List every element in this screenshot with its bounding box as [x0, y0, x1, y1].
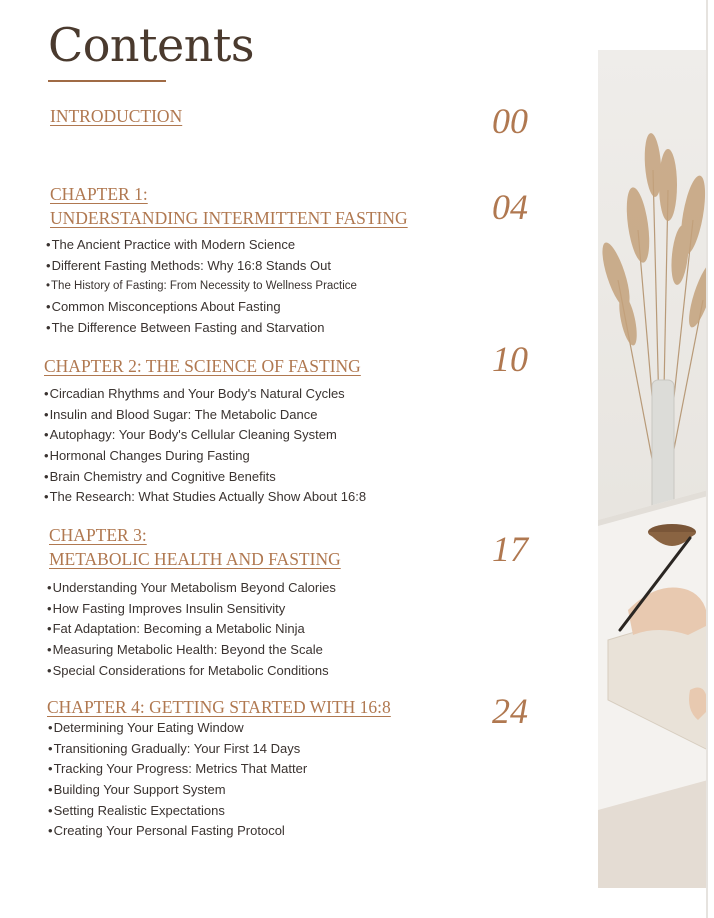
toc-item[interactable]: • Tracking Your Progress: Metrics That Matter — [48, 759, 307, 780]
toc-item[interactable]: • The Ancient Practice with Modern Science — [46, 235, 357, 256]
toc-item[interactable]: • Building Your Support System — [48, 780, 307, 801]
toc-item[interactable]: • Measuring Metabolic Health: Beyond the Scale — [47, 640, 336, 661]
toc-item[interactable]: • Autophagy: Your Body's Cellular Cleaning System — [44, 425, 366, 446]
heading-line: INTRODUCTION — [50, 106, 183, 126]
heading-line: METABOLIC HEALTH AND FASTING — [49, 549, 341, 569]
toc-item[interactable]: • Determining Your Eating Window — [48, 718, 307, 739]
page-number-introduction: 00 — [492, 101, 528, 141]
toc-item[interactable]: • Creating Your Personal Fasting Protocol — [48, 821, 307, 842]
heading-line: CHAPTER 2: THE SCIENCE OF FASTING — [44, 356, 361, 376]
toc-heading-introduction[interactable] — [50, 104, 182, 128]
toc-heading-chapter-1[interactable] — [50, 182, 408, 230]
toc-heading-chapter-4[interactable] — [47, 695, 391, 719]
pampas-desk-illustration — [598, 50, 708, 888]
title-underline — [48, 80, 166, 82]
page-edge — [706, 0, 708, 918]
heading-line: CHAPTER 3: — [49, 525, 147, 545]
toc-item[interactable]: • Setting Realistic Expectations — [48, 801, 307, 822]
toc-item[interactable]: • The History of Fasting: From Necessity to Wellness Practice — [46, 276, 357, 297]
chapter-4-items — [48, 718, 307, 842]
toc-item[interactable]: • How Fasting Improves Insulin Sensitivity — [47, 599, 336, 620]
toc-item[interactable]: • Understanding Your Metabolism Beyond Calories — [47, 578, 336, 599]
heading-line: UNDERSTANDING INTERMITTENT FASTING — [50, 208, 408, 228]
toc-item[interactable]: • The Research: What Studies Actually Show About 16:8 — [44, 487, 366, 508]
decorative-photo — [598, 50, 708, 888]
toc-item[interactable]: • Insulin and Blood Sugar: The Metabolic Dance — [44, 405, 366, 426]
toc-item[interactable]: • Circadian Rhythms and Your Body's Natural Cycles — [44, 384, 366, 405]
toc-item[interactable]: • Hormonal Changes During Fasting — [44, 446, 366, 467]
page-number-chapter-4: 24 — [492, 691, 528, 731]
toc-item[interactable]: • Different Fasting Methods: Why 16:8 Stands Out — [46, 256, 357, 277]
chapter-1-items — [46, 235, 357, 338]
page-title: Contents — [48, 18, 254, 72]
toc-item[interactable]: • Brain Chemistry and Cognitive Benefits — [44, 467, 366, 488]
chapter-3-items — [47, 578, 336, 681]
toc-item[interactable]: • The Difference Between Fasting and Starvation — [46, 318, 357, 339]
page-number-chapter-1: 04 — [492, 187, 528, 227]
toc-heading-chapter-2[interactable] — [44, 354, 361, 378]
chapter-2-items — [44, 384, 366, 508]
heading-line: CHAPTER 1: — [50, 184, 148, 204]
heading-line: CHAPTER 4: GETTING STARTED WITH 16:8 — [47, 697, 391, 717]
toc-item[interactable]: • Transitioning Gradually: Your First 14 Days — [48, 739, 307, 760]
page-number-chapter-2: 10 — [492, 339, 528, 379]
toc-heading-chapter-3[interactable] — [49, 523, 341, 571]
toc-item[interactable]: • Fat Adaptation: Becoming a Metabolic Ninja — [47, 619, 336, 640]
toc-item[interactable]: • Special Considerations for Metabolic Conditions — [47, 661, 336, 682]
toc-item[interactable]: • Common Misconceptions About Fasting — [46, 297, 357, 318]
page-number-chapter-3: 17 — [492, 529, 528, 569]
